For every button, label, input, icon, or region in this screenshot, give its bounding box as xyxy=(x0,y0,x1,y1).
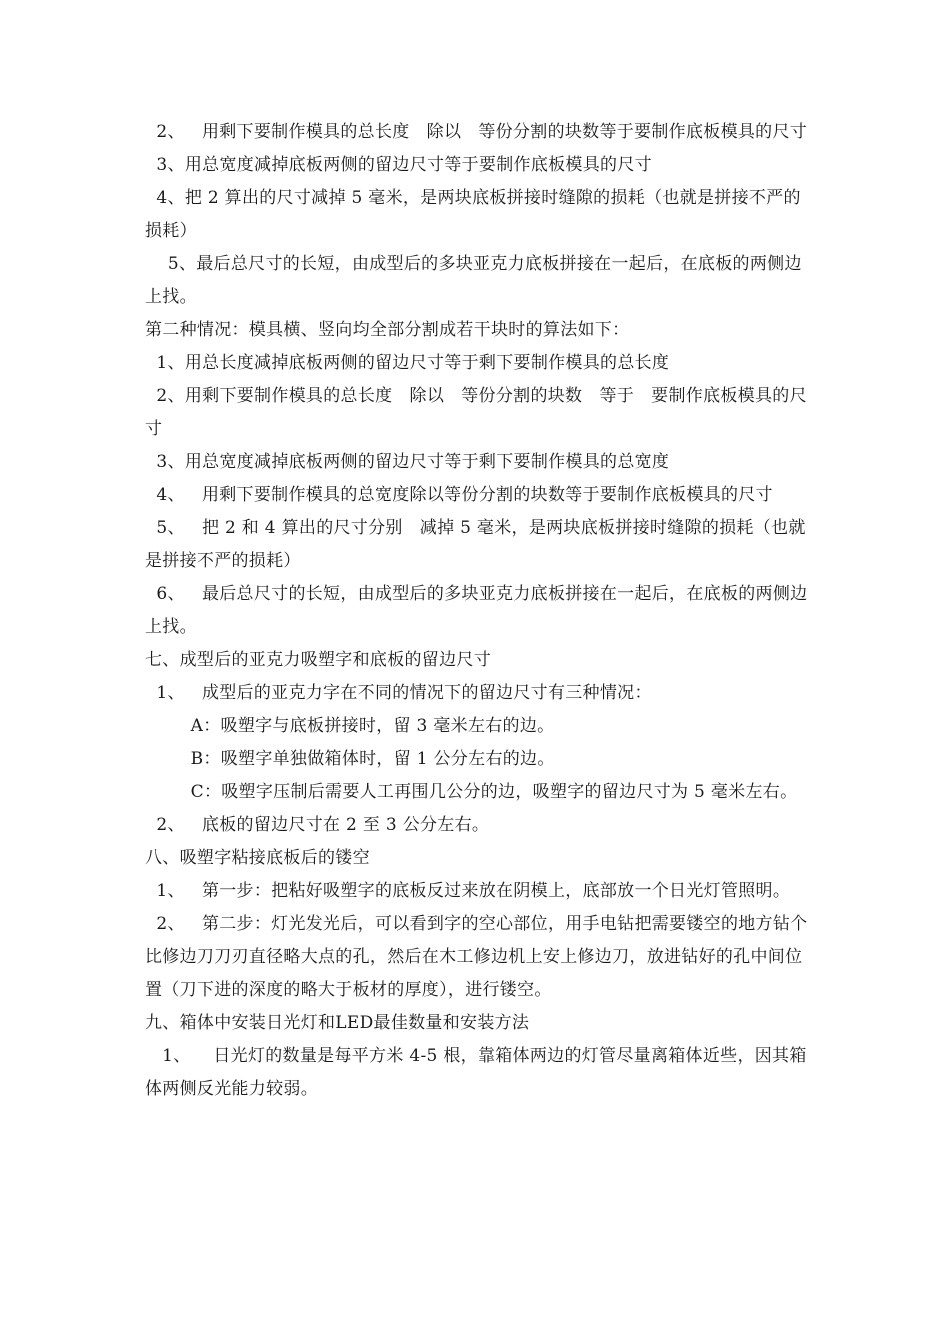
case-two-step-3: 3、用总宽度减掉底板两侧的留边尺寸等于剩下要制作模具的总宽度 xyxy=(145,452,670,472)
section-nine-heading: 九、箱体中安装日光灯和LED最佳数量和安装方法 xyxy=(145,1013,530,1033)
section-seven-heading: 七、成型后的亚克力吸塑字和底板的留边尺寸 xyxy=(145,650,491,670)
section-eight-step-1: 1、 第一步：把粘好吸塑字的底板反过来放在阴模上，底部放一个日光灯管照明。 xyxy=(145,881,791,901)
case-two-step-5: 5、 把 2 和 4 算出的尺寸分别 减掉 5 毫米，是两块底板拼接时缝隙的损耗（也就是拼接不严的损耗） xyxy=(145,518,806,571)
section-seven-item-a: A：吸塑字与底板拼接时，留 3 毫米左右的边。 xyxy=(145,716,555,736)
section-seven-item-1: 1、 成型后的亚克力字在不同的情况下的留边尺寸有三种情况： xyxy=(145,683,652,703)
case-two-step-6: 6、 最后总尺寸的长短，由成型后的多块亚克力底板拼接在一起后，在底板的两侧边上找。 xyxy=(145,584,808,637)
case-two-heading: 第二种情况：模具横、竖向均全部分割成若干块时的算法如下： xyxy=(145,320,630,340)
step-4-paragraph: 4、把 2 算出的尺寸减掉 5 毫米，是两块底板拼接时缝隙的损耗（也就是拼接不严的损耗） xyxy=(145,188,801,241)
step-2-paragraph: 2、 用剩下要制作模具的总长度 除以 等份分割的块数等于要制作底板模具的尺寸 xyxy=(145,122,808,142)
case-two-step-2: 2、用剩下要制作模具的总长度 除以 等份分割的块数 等于 要制作底板模具的尺寸 xyxy=(145,386,807,439)
document-body xyxy=(145,116,810,1106)
section-seven-item-c: C：吸塑字压制后需要人工再围几公分的边，吸塑字的留边尺寸为 5 毫米左右。 xyxy=(145,782,798,802)
section-seven-item-b: B：吸塑字单独做箱体时，留 1 公分左右的边。 xyxy=(145,749,555,769)
section-seven-item-2: 2、 底板的留边尺寸在 2 至 3 公分左右。 xyxy=(145,815,490,835)
case-two-step-4: 4、 用剩下要制作模具的总宽度除以等份分割的块数等于要制作底板模具的尺寸 xyxy=(145,485,773,505)
step-5-paragraph: 5、最后总尺寸的长短，由成型后的多块亚克力底板拼接在一起后，在底板的两侧边上找。 xyxy=(145,254,802,307)
section-eight-step-2: 2、 第二步：灯光发光后，可以看到字的空心部位，用手电钻把需要镂空的地方钻个比修边刀刀刃直径略大点的孔，然后在木工修边机上安上修边刀，放进钻好的孔中间位置（刀下进的深度的略大于板材的厚度），进行镂空。 xyxy=(145,914,808,1000)
section-eight-heading: 八、吸塑字粘接底板后的镂空 xyxy=(145,848,370,868)
step-3-paragraph: 3、用总宽度减掉底板两侧的留边尺寸等于要制作底板模具的尺寸 xyxy=(145,155,652,175)
case-two-step-1: 1、用总长度减掉底板两侧的留边尺寸等于剩下要制作模具的总长度 xyxy=(145,353,670,373)
section-nine-item-1: 1、 日光灯的数量是每平方米 4-5 根，靠箱体两边的灯管尽量离箱体近些，因其箱体两侧反光能力较弱。 xyxy=(145,1046,807,1099)
